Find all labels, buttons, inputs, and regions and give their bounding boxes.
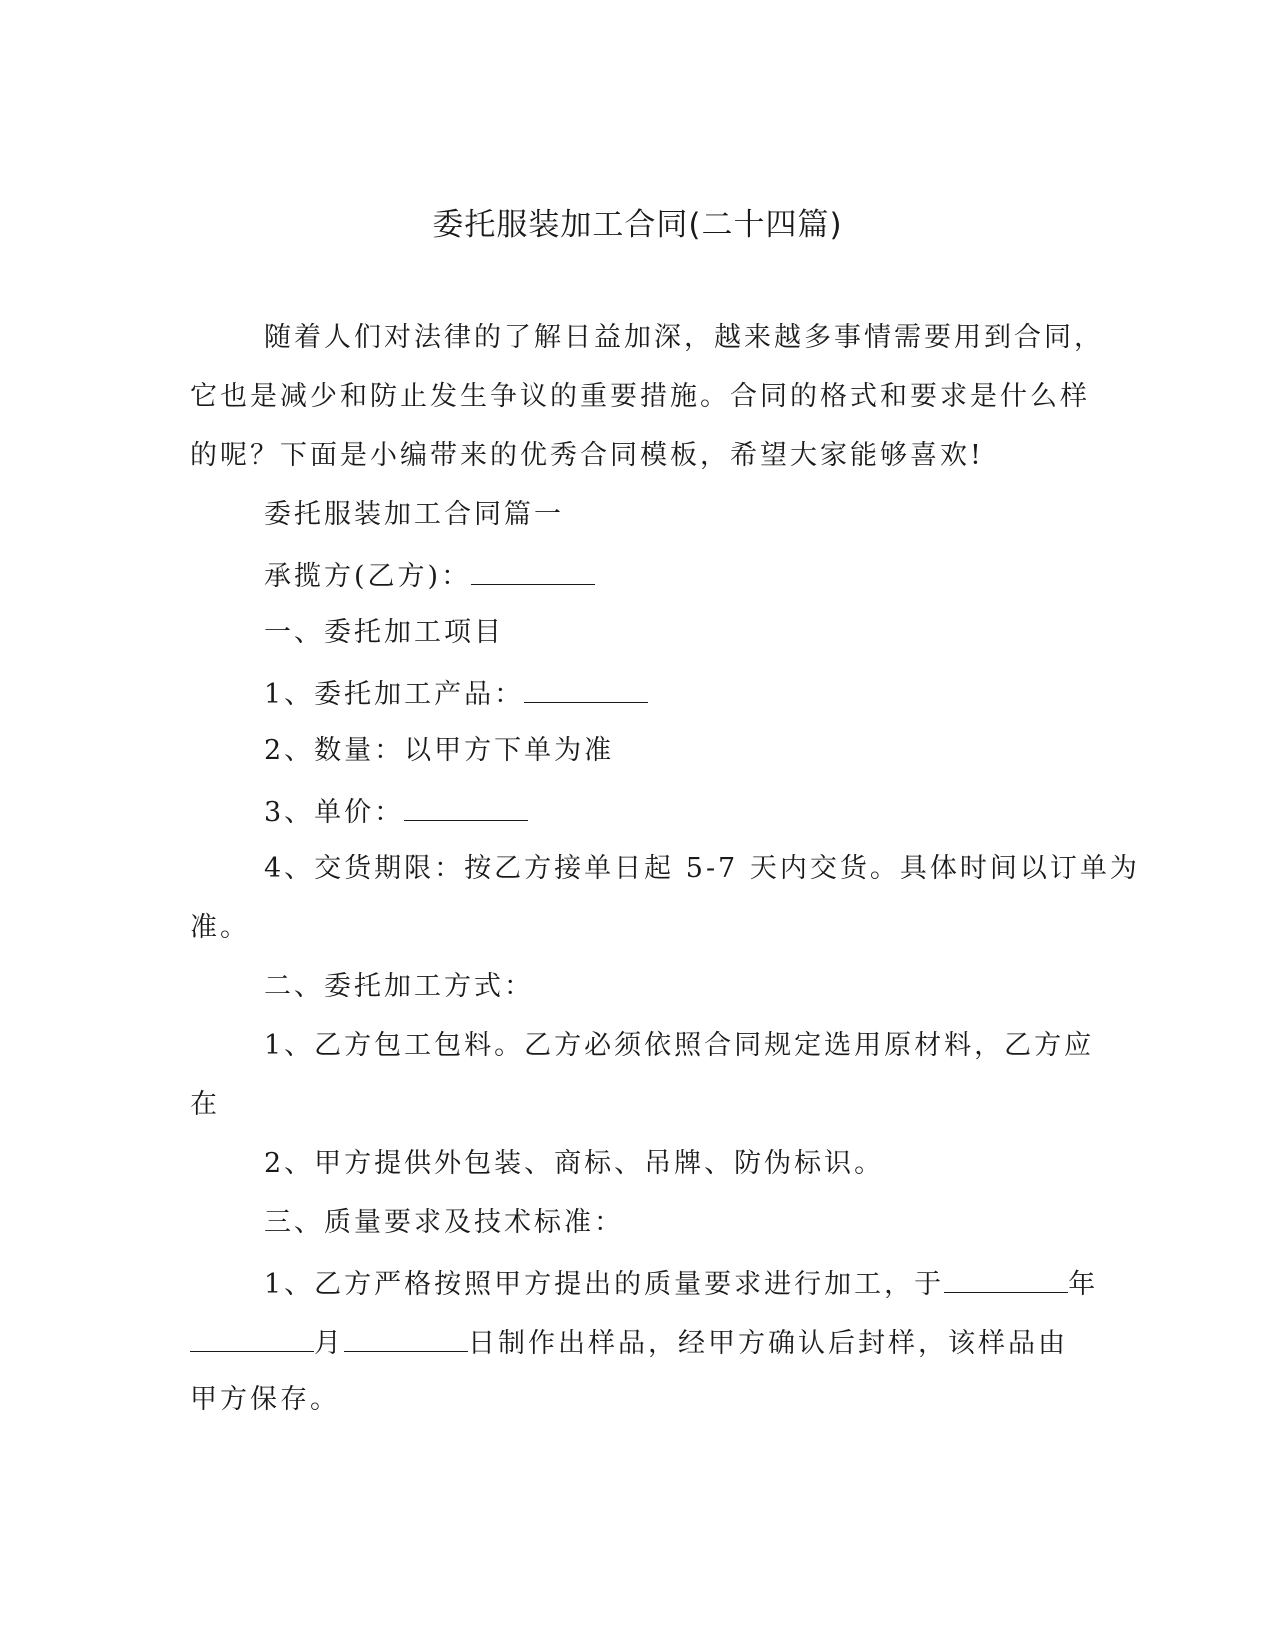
section-heading: 委托服装加工合同篇一 [264,499,564,530]
part1-item4-line2: 准。 [190,912,250,943]
year-label: 年 [1068,1269,1099,1300]
month-blank [190,1321,314,1352]
part1-item2: 2、数量：以甲方下单为准 [264,735,615,766]
month-label: 月 [314,1328,344,1359]
sample-text: 日制作出样品，经甲方确认后封样，该样品由 [468,1328,1068,1359]
part1-item1 [264,672,1164,715]
part3-heading: 三、质量要求及技术标准： [264,1207,624,1238]
contractor-line [264,554,1164,597]
part1-item4-line1: 4、交货期限：按乙方接单日起 5-7 天内交货。具体时间以订单为 [264,853,1140,884]
part2-item2: 2、甲方提供外包装、商标、吊牌、防伪标识。 [264,1148,885,1179]
part2-heading: 二、委托加工方式： [264,971,534,1002]
document-title: 委托服装加工合同(二十四篇) [432,207,843,243]
product-label: 1、委托加工产品： [264,679,525,710]
part3-item1-line1 [264,1262,1164,1305]
part1-item3 [264,790,1164,833]
contractor-blank [471,554,595,585]
day-blank [344,1321,468,1352]
price-label: 3、单价： [264,797,405,828]
contractor-label: 承揽方(乙方)： [264,561,472,592]
product-blank [524,672,648,703]
intro-line-1: 随着人们对法律的了解日益加深，越来越多事情需要用到合同， [264,322,1104,353]
part3-item1-line3: 甲方保存。 [190,1384,340,1415]
quality-text: 1、乙方严格按照甲方提出的质量要求进行加工，于 [264,1269,945,1300]
part3-item1-line2 [190,1321,1090,1364]
part2-item1-line1: 1、乙方包工包料。乙方必须依照合同规定选用原材料，乙方应 [264,1030,1095,1061]
price-blank [404,790,528,821]
intro-line-2: 它也是减少和防止发生争议的重要措施。合同的格式和要求是什么样 [190,381,1090,412]
intro-line-3: 的呢？下面是小编带来的优秀合同模板，希望大家能够喜欢! [190,440,984,471]
year-blank [944,1262,1068,1293]
part1-heading: 一、委托加工项目 [264,617,504,648]
part2-item1-line2: 在 [190,1089,220,1120]
